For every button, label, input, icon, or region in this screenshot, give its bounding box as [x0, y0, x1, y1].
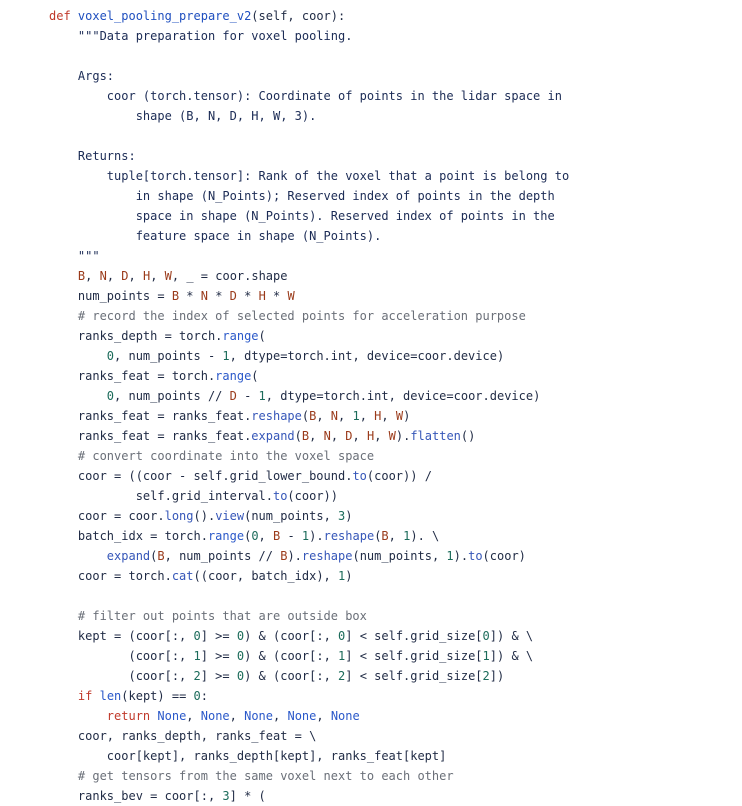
- code-line: [49, 446, 569, 466]
- code-token: None: [244, 709, 274, 723]
- code-token: ranks_bev = coor[:,: [49, 789, 223, 803]
- code-token: range: [207, 529, 245, 543]
- code-token: coor[kept], ranks_depth[kept], ranks_feat[kept]: [49, 749, 447, 763]
- code-token: 1: [403, 529, 411, 543]
- code-token: Returns:: [49, 149, 136, 163]
- code-token: range: [215, 369, 252, 383]
- code-token: 0: [251, 529, 259, 543]
- code-token: -: [280, 529, 302, 543]
- code-token: (num_points,: [244, 509, 339, 523]
- code-line: [49, 186, 569, 206]
- code-token: 0: [106, 389, 115, 403]
- code-token: ]) & \: [489, 649, 534, 663]
- code-token: ,: [186, 709, 201, 723]
- code-token: D: [345, 429, 353, 443]
- code-token: *: [179, 289, 201, 303]
- code-line: [49, 726, 569, 746]
- code-line: [49, 486, 569, 506]
- code-token: (: [244, 529, 252, 543]
- code-token: def: [49, 9, 78, 23]
- code-token: ().: [193, 509, 216, 523]
- code-token: W: [388, 429, 396, 443]
- code-line: [49, 206, 569, 226]
- code-token: long: [164, 509, 194, 523]
- code-token: ranks_feat = torch.: [49, 369, 216, 383]
- code-token: batch_idx = torch.: [49, 529, 208, 543]
- code-token: to: [272, 489, 288, 503]
- code-token: H: [374, 409, 382, 423]
- code-line: [49, 606, 569, 626]
- code-token: # filter out points that are outside box: [49, 609, 367, 623]
- code-token: 1: [258, 389, 266, 403]
- code-token: 0: [236, 669, 245, 683]
- code-token: D: [121, 269, 129, 283]
- code-token: cat: [171, 569, 194, 583]
- code-token: ] >=: [200, 629, 237, 643]
- code-token: B: [280, 549, 288, 563]
- code-token: , num_points //: [164, 549, 281, 563]
- code-token: H: [366, 429, 375, 443]
- code-line: [49, 466, 569, 486]
- code-token: 3: [338, 509, 346, 523]
- code-line: [49, 386, 569, 406]
- code-token: [49, 689, 78, 703]
- code-line: [49, 706, 569, 726]
- code-token: , dtype=torch.int, device=coor.device): [229, 349, 505, 363]
- code-token: -: [236, 389, 259, 403]
- code-token: (): [460, 429, 476, 443]
- code-token: B: [157, 549, 165, 563]
- code-token: ,: [374, 429, 389, 443]
- code-token: 1: [446, 549, 454, 563]
- code-token: space in shape (N_Points). Reserved index of points in the: [49, 209, 555, 223]
- code-line: [49, 286, 569, 306]
- code-token: ,: [258, 529, 273, 543]
- code-token: 1: [352, 409, 360, 423]
- code-token: , num_points -: [114, 349, 223, 363]
- code-token: feature space in shape (N_Points).: [49, 229, 382, 243]
- code-token: ). \: [410, 529, 440, 543]
- code-line: [49, 326, 569, 346]
- code-token: 0: [338, 629, 346, 643]
- code-token: 1: [338, 569, 346, 583]
- code-token: (: [374, 529, 382, 543]
- code-token: (: [294, 429, 302, 443]
- code-token: ranks_feat = ranks_feat.: [49, 409, 252, 423]
- code-line: [49, 266, 569, 286]
- code-token: (: [301, 409, 310, 423]
- code-token: 0: [193, 629, 201, 643]
- code-token: None: [330, 709, 360, 723]
- code-token: B: [381, 529, 389, 543]
- code-token: [92, 689, 99, 703]
- code-token: tuple[torch.tensor]: Rank of the voxel that a point is belong to: [49, 169, 570, 183]
- code-token: """: [49, 249, 100, 263]
- code-token: ((coor, batch_idx),: [193, 569, 339, 583]
- code-token: ): [403, 409, 411, 423]
- code-line: [49, 226, 569, 246]
- code-token: ): [345, 569, 353, 583]
- code-token: if: [77, 689, 93, 703]
- code-line: [49, 366, 569, 386]
- code-line: [49, 666, 569, 686]
- code-line: [49, 546, 569, 566]
- code-token: self.grid_interval.: [49, 489, 273, 503]
- code-token: :: [200, 689, 208, 703]
- code-token: num_points =: [49, 289, 172, 303]
- code-line: [49, 126, 569, 146]
- code-token: (coor)): [287, 489, 338, 503]
- code-token: ,: [330, 429, 346, 443]
- code-line: [49, 86, 569, 106]
- code-token: in shape (N_Points); Reserved index of points in the depth: [49, 189, 555, 203]
- code-token: 1: [338, 649, 346, 663]
- code-token: ,: [309, 429, 324, 443]
- code-token: (coor[:,: [49, 669, 194, 683]
- code-token: kept = (coor[:,: [49, 629, 194, 643]
- code-line: [49, 646, 569, 666]
- code-token: D: [229, 289, 237, 303]
- code-token: D: [229, 389, 237, 403]
- code-token: coor = coor.: [49, 509, 165, 523]
- code-line: [49, 586, 569, 606]
- code-token: B: [301, 429, 310, 443]
- code-token: (num_points,: [352, 549, 447, 563]
- code-token: , _ = coor.shape: [171, 269, 288, 283]
- code-token: ,: [85, 269, 100, 283]
- code-token: , dtype=torch.int, device=coor.device): [265, 389, 541, 403]
- code-token: ,: [381, 409, 396, 423]
- code-token: (: [258, 329, 266, 343]
- code-token: ,: [229, 709, 245, 723]
- code-token: (coor[:,: [49, 649, 194, 663]
- code-line: [49, 246, 569, 266]
- code-token: # convert coordinate into the voxel space: [49, 449, 375, 463]
- code-token: B: [273, 529, 281, 543]
- code-token: coor, ranks_depth, ranks_feat = \: [49, 729, 317, 743]
- code-line: [49, 686, 569, 706]
- code-token: 0: [236, 629, 245, 643]
- code-token: N: [99, 269, 107, 283]
- code-token: 0: [193, 689, 201, 703]
- code-token: to: [352, 469, 367, 483]
- code-token: [49, 349, 107, 363]
- code-token: ] < self.grid_size[: [345, 629, 483, 643]
- code-token: ) & (coor[:,: [244, 669, 339, 683]
- code-line: [49, 306, 569, 326]
- code-line: [49, 406, 569, 426]
- code-token: ,: [316, 709, 331, 723]
- code-line: [49, 66, 569, 86]
- code-token: (self, coor):: [251, 9, 346, 23]
- code-token: *: [265, 289, 288, 303]
- code-token: expand: [251, 429, 295, 443]
- code-token: (kept) ==: [121, 689, 194, 703]
- code-token: ,: [388, 529, 404, 543]
- code-token: W: [164, 269, 172, 283]
- code-token: # get tensors from the same voxel next to each other: [49, 769, 454, 783]
- code-line: [49, 346, 569, 366]
- code-token: W: [395, 409, 404, 423]
- code-token: reshape: [301, 549, 353, 563]
- code-token: [49, 389, 107, 403]
- code-line: [49, 766, 569, 786]
- code-block: [49, 6, 569, 806]
- code-token: coor (torch.tensor): Coordinate of points in the lidar space in: [49, 89, 562, 103]
- code-token: B: [171, 289, 180, 303]
- code-line: [49, 6, 569, 26]
- code-token: B: [77, 269, 86, 283]
- code-token: ]) & \: [489, 629, 534, 643]
- code-token: ,: [352, 429, 367, 443]
- code-token: N: [330, 409, 339, 423]
- code-token: 1: [482, 649, 490, 663]
- code-line: [49, 106, 569, 126]
- code-line: [49, 786, 569, 806]
- code-line: [49, 26, 569, 46]
- code-token: ,: [106, 269, 122, 283]
- code-token: 1: [301, 529, 310, 543]
- code-token: len: [99, 689, 122, 703]
- code-token: (: [251, 369, 259, 383]
- code-token: flatten: [410, 429, 461, 443]
- code-token: ] >=: [200, 669, 237, 683]
- code-line: [49, 46, 569, 66]
- code-token: """Data preparation for voxel pooling.: [49, 29, 353, 43]
- code-token: expand: [106, 549, 151, 563]
- code-token: view: [215, 509, 245, 523]
- code-token: coor = ((coor - self.grid_lower_bound.: [49, 469, 353, 483]
- code-token: (coor)) /: [366, 469, 432, 483]
- code-token: ,: [150, 269, 165, 283]
- code-token: 0: [106, 349, 115, 363]
- code-token: W: [287, 289, 295, 303]
- code-token: ] < self.grid_size[: [345, 669, 483, 683]
- code-token: (: [150, 549, 158, 563]
- code-token: range: [222, 329, 259, 343]
- code-token: 3: [222, 789, 230, 803]
- code-token: *: [236, 289, 259, 303]
- code-line: [49, 426, 569, 446]
- code-token: Args:: [49, 69, 115, 83]
- code-token: N: [323, 429, 331, 443]
- code-token: , num_points //: [114, 389, 230, 403]
- code-token: 2: [338, 669, 346, 683]
- code-token: 2: [193, 669, 201, 683]
- code-token: ,: [359, 409, 375, 423]
- code-token: 0: [236, 649, 245, 663]
- code-token: ,: [273, 709, 288, 723]
- code-token: coor = torch.: [49, 569, 172, 583]
- code-token: ] >=: [200, 649, 237, 663]
- code-token: (coor): [482, 549, 526, 563]
- code-line: [49, 566, 569, 586]
- code-token: [49, 549, 107, 563]
- code-token: ] < self.grid_size[: [345, 649, 483, 663]
- code-token: ]): [489, 669, 505, 683]
- code-token: [49, 269, 78, 283]
- code-token: voxel_pooling_prepare_v2: [77, 9, 252, 23]
- code-line: [49, 146, 569, 166]
- code-token: None: [157, 709, 187, 723]
- code-token: None: [200, 709, 230, 723]
- code-token: reshape: [323, 529, 375, 543]
- code-token: ranks_feat = ranks_feat.: [49, 429, 252, 443]
- code-token: 0: [482, 629, 490, 643]
- code-token: ).: [309, 529, 324, 543]
- code-token: [49, 709, 107, 723]
- code-token: ] * (: [229, 789, 266, 803]
- code-token: ): [345, 509, 353, 523]
- code-line: [49, 166, 569, 186]
- code-token: None: [287, 709, 317, 723]
- code-token: shape (B, N, D, H, W, 3).: [49, 109, 317, 123]
- code-token: ,: [316, 409, 331, 423]
- code-token: ) & (coor[:,: [244, 629, 339, 643]
- code-token: 1: [193, 649, 201, 663]
- code-token: 1: [222, 349, 230, 363]
- code-token: # record the index of selected points for acceleration purpose: [49, 309, 526, 323]
- code-line: [49, 626, 569, 646]
- code-token: B: [309, 409, 317, 423]
- code-token: ).: [287, 549, 302, 563]
- code-token: N: [200, 289, 208, 303]
- code-line: [49, 506, 569, 526]
- code-token: ,: [338, 409, 353, 423]
- code-line: [49, 746, 569, 766]
- code-token: *: [207, 289, 230, 303]
- code-token: H: [142, 269, 151, 283]
- code-token: return: [106, 709, 151, 723]
- code-token: ).: [453, 549, 469, 563]
- code-token: ).: [395, 429, 411, 443]
- code-token: to: [468, 549, 483, 563]
- code-token: 2: [482, 669, 490, 683]
- code-token: ) & (coor[:,: [244, 649, 339, 663]
- code-token: reshape: [251, 409, 302, 423]
- code-token: H: [258, 289, 266, 303]
- code-line: [49, 526, 569, 546]
- code-token: ranks_depth = torch.: [49, 329, 223, 343]
- code-token: ,: [128, 269, 143, 283]
